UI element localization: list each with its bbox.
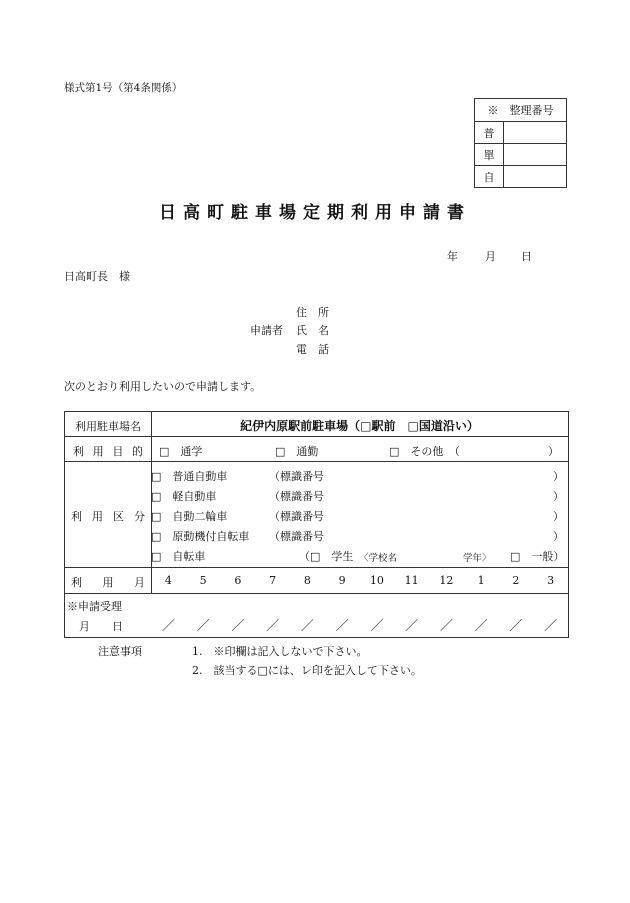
form-title: 日高町駐車場定期利用申請書 (159, 203, 471, 223)
month-cell[interactable]: 6 (234, 574, 242, 587)
bicycle-general-option[interactable]: □ 一般） (510, 550, 565, 563)
purpose-label: 利 用 目 的 (73, 445, 143, 458)
note-item: 1. ※印欄は記入しないで下さい。 (192, 645, 368, 658)
month-cell[interactable]: 3 (547, 574, 555, 587)
month-cell[interactable]: 1 (477, 574, 485, 587)
month-label: 利 用 月 (71, 576, 145, 589)
management-row-field[interactable] (504, 166, 567, 188)
bicycle-school-name: 〈学校名 (359, 553, 398, 564)
receipt-slash: ／ (544, 619, 558, 634)
category-light-car[interactable]: □ 軽自動車 (151, 490, 217, 503)
bicycle-student-option[interactable]: （□ 学生 (299, 550, 354, 563)
purpose-option-commute-school[interactable]: □ 通学 (159, 445, 203, 458)
receipt-slash: ／ (231, 619, 245, 634)
month-cell[interactable]: 11 (404, 574, 419, 587)
category-label: 利 用 区 分 (71, 510, 145, 523)
receipt-slash: ／ (300, 619, 314, 634)
management-row-label: 普 (475, 122, 504, 144)
category-close: ） (553, 490, 564, 503)
notes-label: 注意事項 (98, 645, 142, 658)
application-table (64, 411, 569, 638)
applicant-name-label: 氏 名 (296, 324, 329, 337)
category-bicycle[interactable]: □ 自転車 (151, 550, 206, 563)
month-cell[interactable]: 8 (303, 574, 311, 587)
receipt-slash: ／ (439, 619, 453, 634)
date-day: 日 (521, 250, 532, 263)
receipt-slash: ／ (161, 619, 175, 634)
category-close: ） (553, 510, 564, 523)
date-year: 年 (447, 250, 458, 263)
category-close: ） (553, 530, 564, 543)
category-plate-label: （標識番号 (269, 510, 324, 523)
month-cell[interactable]: 5 (199, 574, 207, 587)
category-motorcycle[interactable]: □ 自動二輪車 (151, 510, 228, 523)
receipt-slash: ／ (335, 619, 349, 634)
receipt-date-label: 月 日 (79, 620, 123, 633)
receipt-slash: ／ (509, 619, 523, 634)
month-cell[interactable]: 7 (269, 574, 277, 587)
category-regular-car[interactable]: □ 普通自動車 (151, 470, 228, 483)
applicant-address-label: 住 所 (296, 306, 329, 319)
bicycle-grade: 学年〉 (463, 553, 492, 564)
management-number-box (474, 98, 567, 188)
parking-value[interactable]: 紀伊内原駅前駐車場（□駅前 □国道沿い） (240, 419, 479, 433)
management-header: ※ 整理番号 (475, 99, 567, 122)
receipt-slashes (151, 615, 568, 634)
management-row-field[interactable] (504, 144, 567, 166)
receipt-slash: ／ (474, 619, 488, 634)
category-plate-label: （標識番号 (269, 490, 324, 503)
receipt-slash: ／ (405, 619, 419, 634)
intro-text: 次のとおり利用したいので申請します。 (64, 380, 262, 393)
receipt-slash: ／ (196, 619, 210, 634)
form-number: 様式第1号（第4条関係） (64, 82, 183, 94)
date-month: 月 (485, 250, 496, 263)
category-moped[interactable]: □ 原動機付自転車 (151, 530, 250, 543)
management-row-label: 單 (475, 144, 504, 166)
category-plate-label: （標識番号 (269, 470, 324, 483)
receipt-slash: ／ (370, 619, 384, 634)
purpose-option-other[interactable]: □ その他 （ (389, 445, 460, 458)
receipt-label: ※申請受理 (67, 600, 122, 613)
addressee: 日高町長 様 (64, 270, 130, 283)
month-cell[interactable]: 2 (512, 574, 520, 587)
month-cell[interactable]: 10 (369, 574, 384, 587)
category-close: ） (553, 470, 564, 483)
purpose-close: ） (548, 445, 559, 458)
management-row-label: 自 (475, 166, 504, 188)
parking-label: 利用駐車場名 (75, 420, 141, 433)
purpose-option-commute-work[interactable]: □ 通勤 (275, 445, 319, 458)
month-list (151, 574, 568, 587)
month-cell[interactable]: 12 (439, 574, 454, 587)
receipt-slash: ／ (266, 619, 280, 634)
applicant-phone-label: 電 話 (296, 343, 329, 356)
management-row-field[interactable] (504, 122, 567, 144)
applicant-prefix: 申請者 (250, 324, 283, 337)
month-cell[interactable]: 4 (164, 574, 172, 587)
note-item: 2. 該当する□には、レ印を記入して下さい。 (192, 664, 422, 677)
month-cell[interactable]: 9 (338, 574, 346, 587)
category-plate-label: （標識番号 (269, 530, 324, 543)
